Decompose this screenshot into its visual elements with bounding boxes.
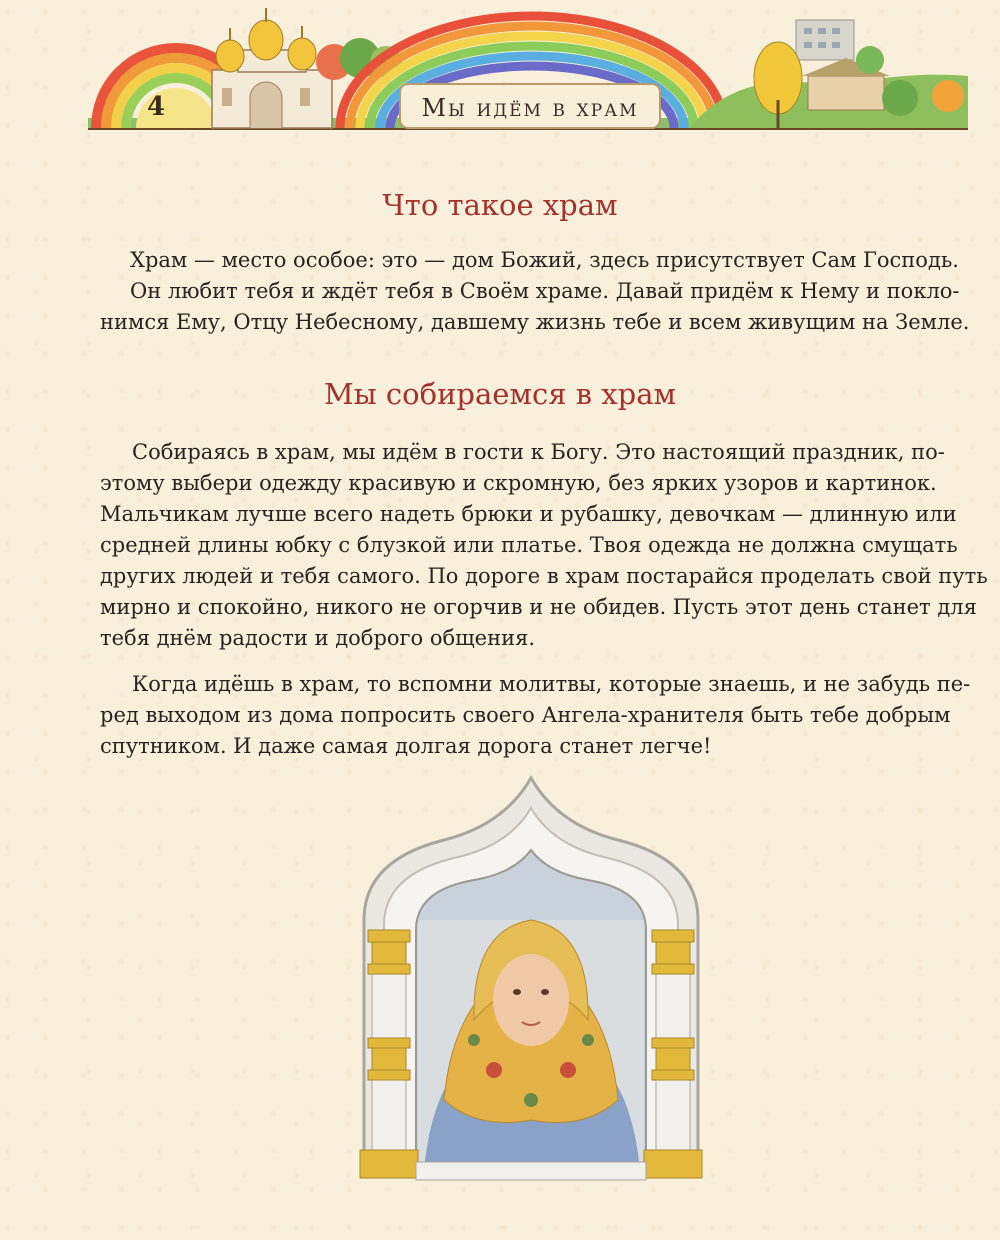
text-line: мирно и спокойно, никого не огорчив и не обидев. Пусть этот день станет для xyxy=(100,595,977,619)
text-line: Когда идёшь в храм, то вспомни молитвы, которые знаешь, и не забудь пе- xyxy=(132,672,971,696)
text-line: Он любит тебя и ждёт тебя в Своём храме. Давай придём к Нему и покло- xyxy=(130,279,960,303)
text-line: спутником. И даже самая долгая дорога станет легче! xyxy=(100,734,712,758)
text-line: Храм — место особое: это — дом Божий, здесь присутствует Сам Господь. xyxy=(130,248,959,272)
paragraph xyxy=(100,669,971,762)
paragraph xyxy=(100,437,988,654)
text-line: тебя днём радости и доброго общения. xyxy=(100,626,536,650)
text-line: этому выбери одежду красивую и скромную, без ярких узоров и картинок. xyxy=(100,471,937,495)
section-heading-what-is-temple: Что такое храм xyxy=(382,188,618,222)
section-heading-getting-ready: Мы собираемся в храм xyxy=(323,377,677,411)
text-line: Собираясь в храм, мы идём в гости к Богу. Это настоящий праздник, по- xyxy=(132,440,945,464)
church-icon xyxy=(212,8,332,128)
page-number: 4 xyxy=(146,92,166,122)
text-line: средней длины юбку с блузкой или платье. Твоя одежда не должна смущать xyxy=(100,533,958,557)
text-line: ред выходом из дома попросить своего Ангела-хранителя быть тебе добрым xyxy=(100,703,951,727)
girl-in-window-illustration xyxy=(354,770,708,1210)
header-banner xyxy=(0,0,1000,140)
text-line: других людей и тебя самого. По дороге в храм постарайся проделать свой путь xyxy=(100,564,988,588)
paragraph xyxy=(100,245,978,338)
header-title: Мы идём в храм xyxy=(421,94,639,122)
text-line: нимся Ему, Отцу Небесному, давшему жизнь тебе и всем живущим на Земле. xyxy=(100,310,970,334)
text-line: Мальчикам лучше всего надеть брюки и рубашку, девочкам — длинную или xyxy=(100,502,957,526)
